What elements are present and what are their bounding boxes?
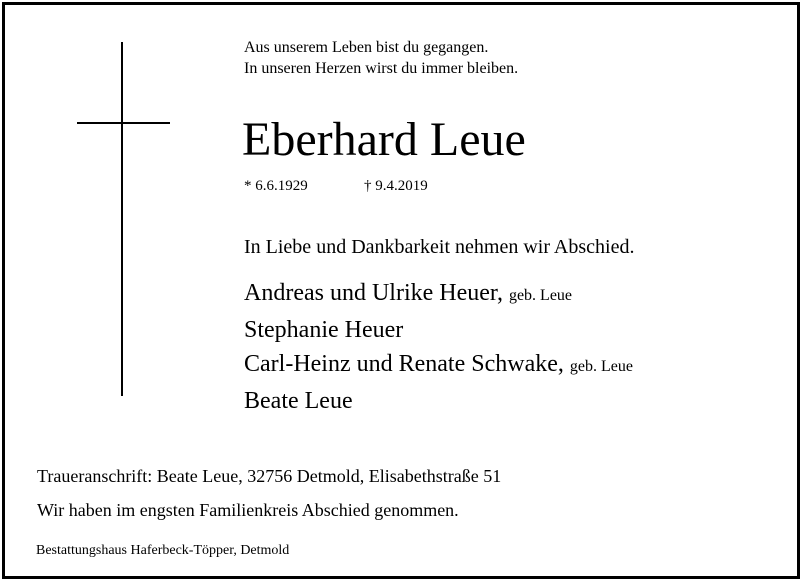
private-funeral-note: Wir haben im engsten Familienkreis Abschied genommen. [37,500,459,520]
mourner-name: Beate Leue [244,388,353,414]
mourner-name: Carl-Heinz und Renate Schwake, [244,351,564,377]
death-date: † 9.4.2019 [364,178,428,194]
farewell-line: In Liebe und Dankbarkeit nehmen wir Abschied. [244,236,635,258]
memorial-verse [244,37,518,79]
cross-vertical-bar [121,42,123,396]
verse-line-1: Aus unserem Leben bist du gegangen. [244,39,489,56]
undertaker-credit: Bestattungshaus Haferbeck-Töpper, Detmold [36,543,290,558]
mourner-item [244,384,633,418]
mourner-item [244,347,633,384]
deceased-name: Eberhard Leue [242,113,526,166]
mourner-item [244,313,633,347]
mourners-list [244,276,633,418]
mourner-note: geb. Leue [569,358,633,375]
mourner-item [244,276,633,313]
mourner-name: Stephanie Heuer [244,317,404,343]
cross-horizontal-bar [77,122,170,124]
mourning-address: Traueranschrift: Beate Leue, 32756 Detmold, Elisabethstraße 51 [37,466,502,486]
mourner-name: Andreas und Ulrike Heuer, [244,280,503,306]
birth-date: * 6.6.1929 [244,178,308,194]
mourner-note: geb. Leue [508,287,573,304]
verse-line-2: In unseren Herzen wirst du immer bleiben. [244,60,519,77]
